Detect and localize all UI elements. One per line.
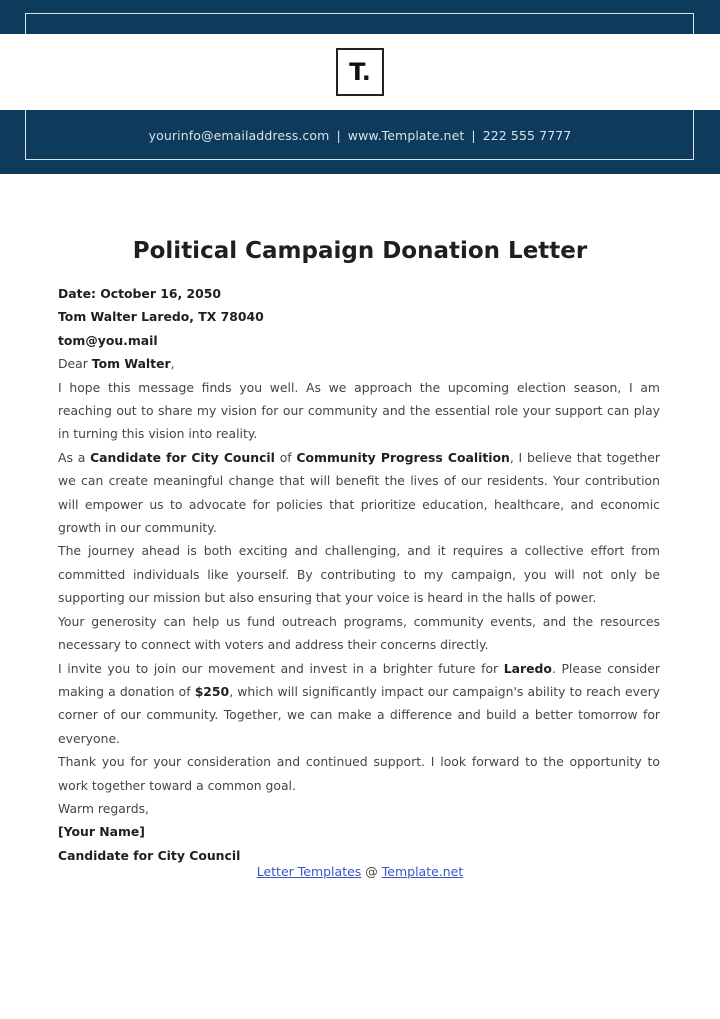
paragraph-5 <box>58 657 660 751</box>
p2-text: , I believe that together we can create meaningful change that will benefit the lives of our residents. Your contribution will empower us to advocate for policies that prioritize education, healthcare, and economic growth in our community. <box>58 449 660 536</box>
p5-text: I invite you to join our movement and invest in a brighter future for <box>58 660 504 676</box>
paragraph-4: Your generosity can help us fund outreach programs, community events, and the resources necessary to connect with voters and address their concerns directly. <box>58 613 660 653</box>
contact-line <box>0 128 720 143</box>
p5-text: . Please consider making a donation of <box>58 660 660 699</box>
salutation <box>58 352 660 375</box>
recipient-address: Tom Walter Laredo, TX 78040 <box>58 309 264 325</box>
contact-website: www.Template.net <box>347 128 465 143</box>
contact-separator: | <box>471 128 476 143</box>
contact-email: yourinfo@emailaddress.com <box>148 128 330 143</box>
signer-title: Candidate for City Council <box>58 847 241 863</box>
paragraph-2 <box>58 446 660 540</box>
salutation-name: Tom Walter <box>91 356 171 372</box>
letter-date: Date: October 16, 2050 <box>58 286 222 301</box>
paragraph-3: The journey ahead is both exciting and challenging, and it requires a collective effort from committed individuals like yourself. By contributing to my campaign, you will not only be supporting our mission but also ensuring that your voice is heard in the halls of power. <box>58 543 660 606</box>
header-top-band <box>0 0 720 34</box>
p2-text: of <box>274 449 297 465</box>
recipient-email: tom@you.mail <box>58 332 158 348</box>
candidate-role: Candidate for City Council <box>90 449 275 465</box>
letter-title: Political Campaign Donation Letter <box>132 238 588 264</box>
salutation-suffix: , <box>170 356 175 372</box>
signer-name: [Your Name] <box>58 824 145 840</box>
header-frame-top <box>25 13 694 34</box>
footer-credit <box>0 864 720 879</box>
paragraph-6: Thank you for your consideration and continued support. I look forward to the opportunity to work together toward a common goal. <box>58 754 660 793</box>
letter-templates-link[interactable]: Letter Templates <box>256 864 362 879</box>
contact-phone: 222 555 7777 <box>482 128 572 143</box>
salutation-prefix: Dear <box>58 356 92 372</box>
donation-amount: $250 <box>194 683 230 699</box>
template-net-link[interactable]: Template.net <box>381 864 464 879</box>
paragraph-1: I hope this message finds you well. As we approach the upcoming election season, I am reaching out to share my vision for our community and the essential role your support can play in turning this vision into reality. <box>58 379 660 442</box>
contact-separator: | <box>336 128 341 143</box>
city-name: Laredo <box>503 660 552 676</box>
footer-at: @ <box>361 864 382 879</box>
p5-text: , which will significantly impact our campaign's ability to reach every corner of our community. Together, we can make a difference and build a better tomorrow for everyone. <box>58 683 660 746</box>
closing: Warm regards, <box>58 800 149 816</box>
organization-name: Community Progress Coalition <box>296 449 510 465</box>
template-logo: T. <box>336 48 384 96</box>
letter-body <box>58 282 660 867</box>
p2-text: As a <box>58 449 91 465</box>
